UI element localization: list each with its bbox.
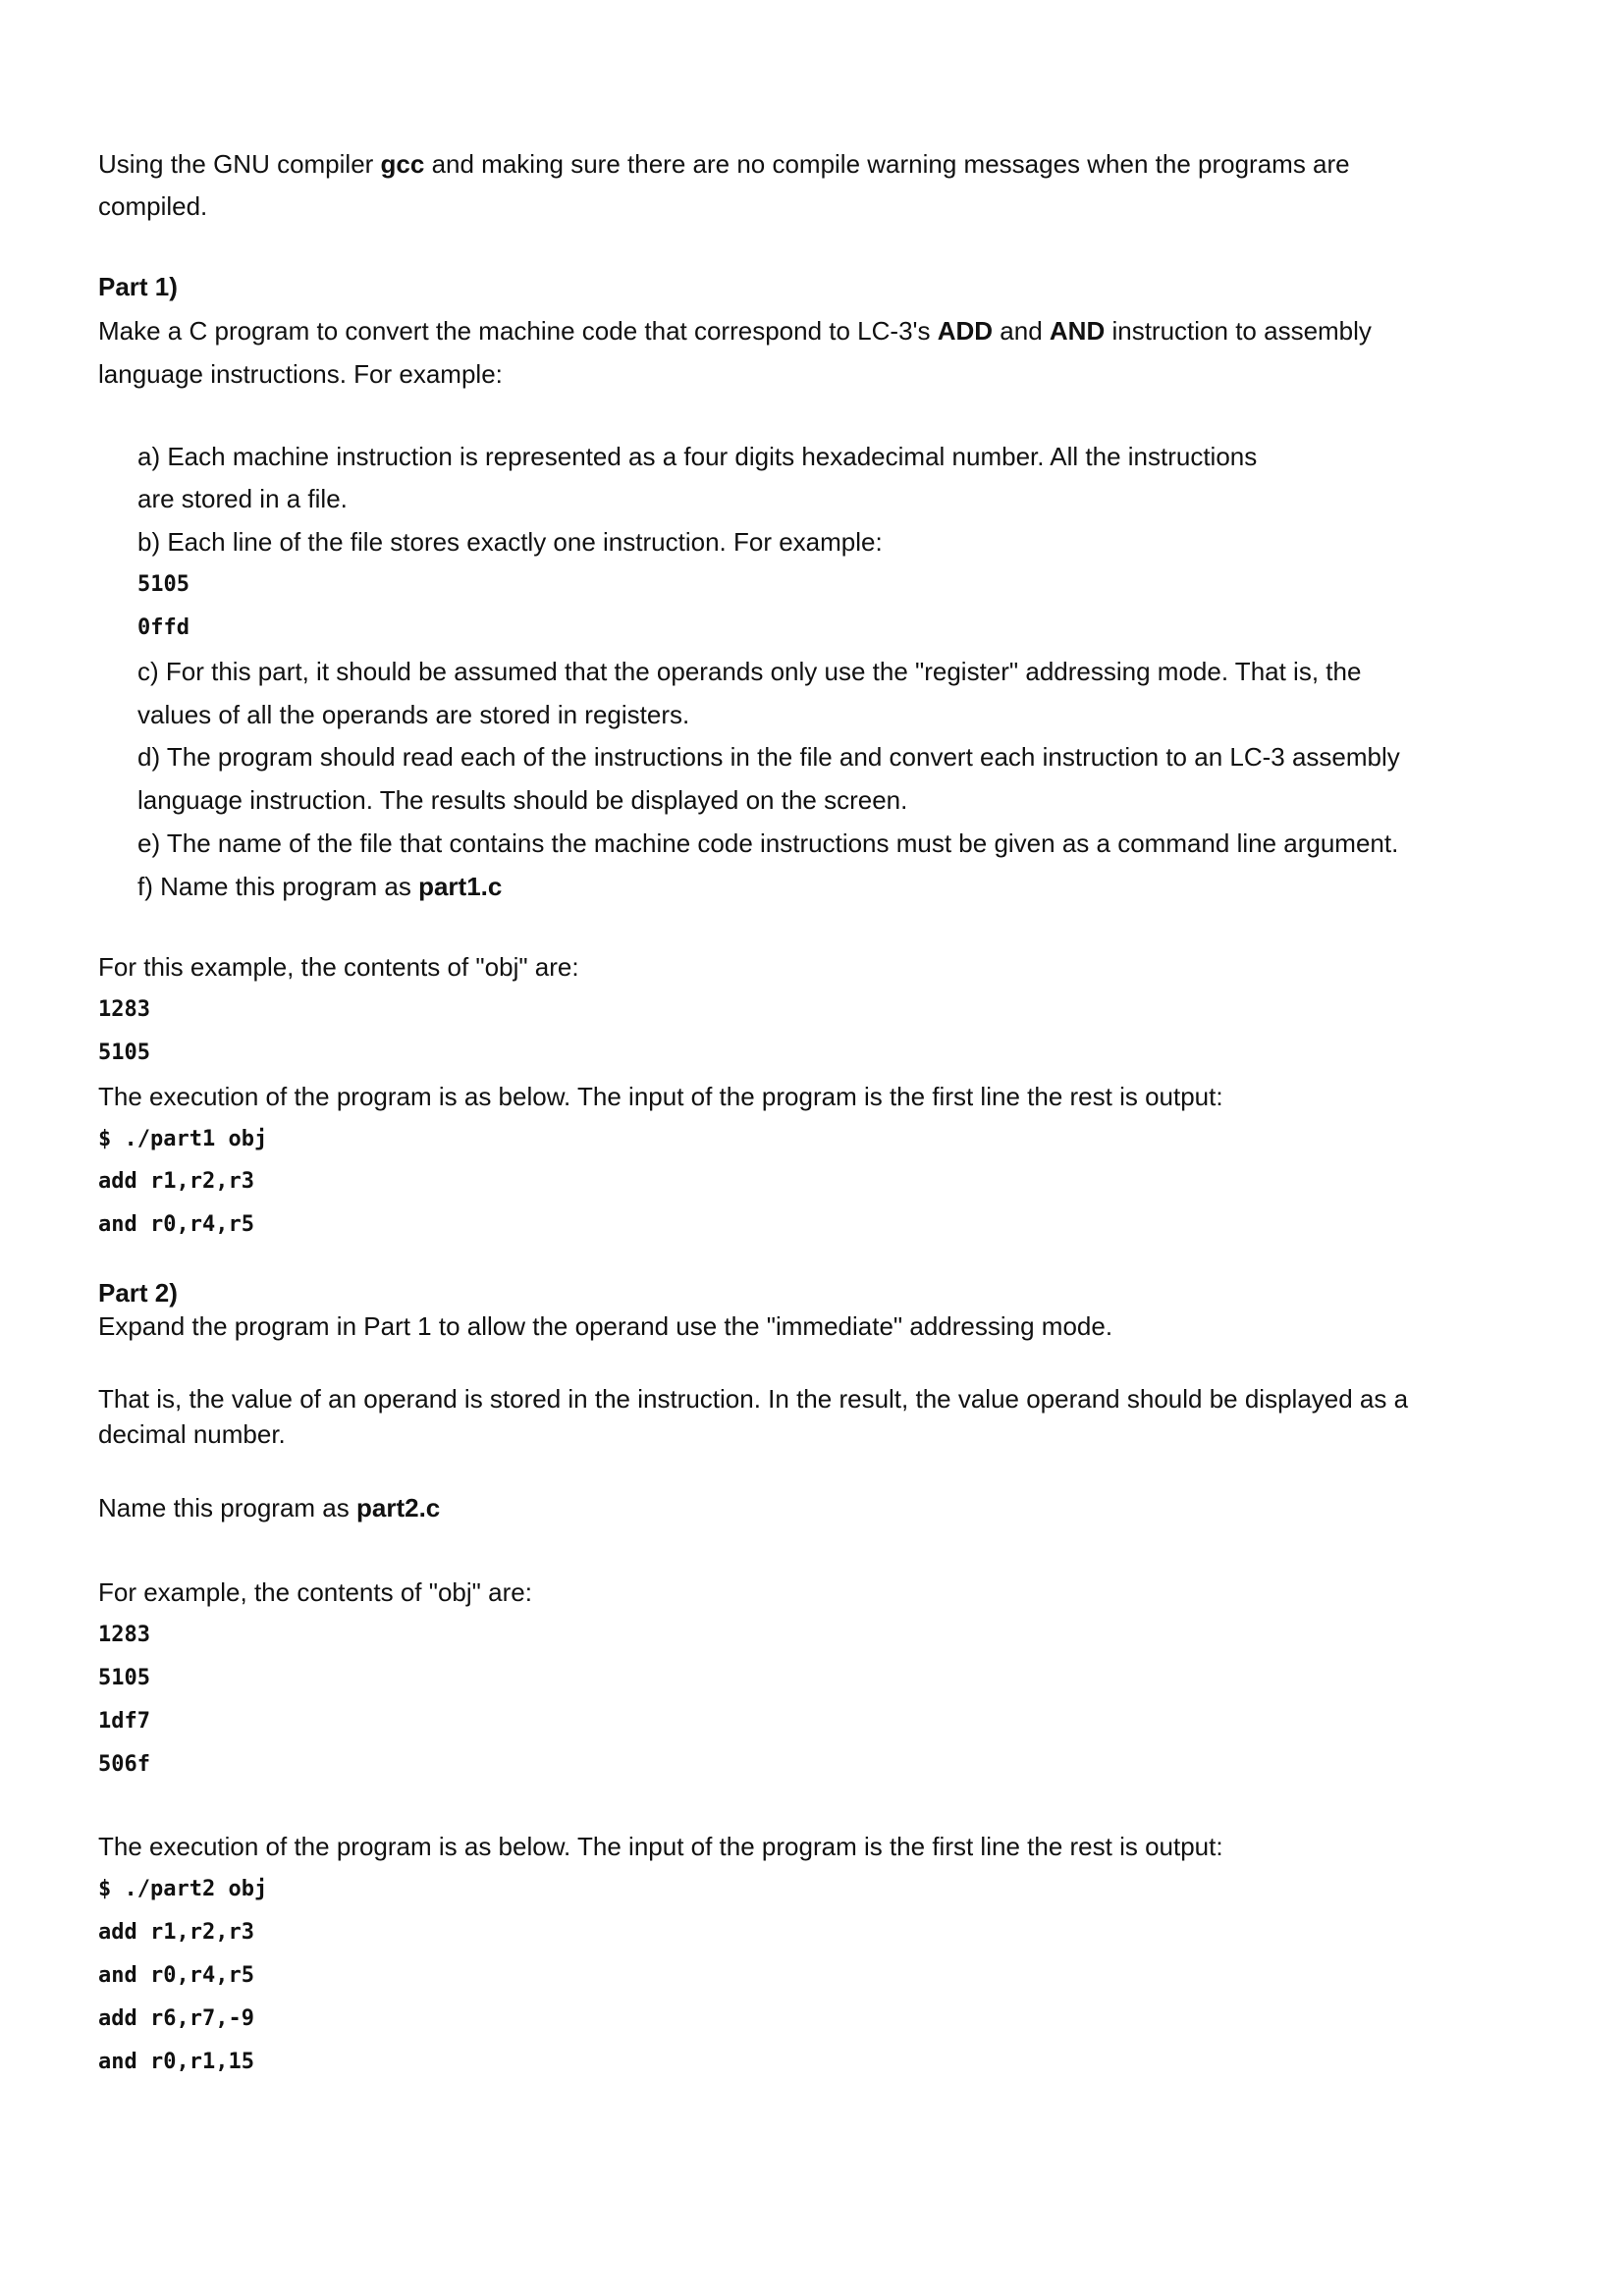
item-a-line-2: are stored in a file. [137,484,348,513]
part2-exec-line-2: add r1,r2,r3 [98,1920,254,1945]
part1-desc-a: Make a C program to convert the machine code that correspond to LC-3's [98,316,938,346]
part2-obj-line-2: 5105 [98,1666,150,1690]
item-d-line-2: language instruction. The results should be displayed on the screen. [137,785,908,815]
part1-exec-line-2: add r1,r2,r3 [98,1169,254,1194]
part2-obj-line-1: 1283 [98,1623,150,1647]
part2-desc-line-3: decimal number. [98,1419,286,1449]
part2-exec-line-3: and r0,r4,r5 [98,1963,254,1988]
part2-exec-line-1: $ ./part2 obj [98,1877,268,1901]
part2-desc-line-1: Expand the program in Part 1 to allow the operand use the "immediate" addressing mode. [98,1311,1113,1341]
intro-text: Using the GNU compiler [98,149,381,179]
part1-desc-e: instruction to assembly [1105,316,1372,346]
part2-heading: Part 2) [98,1278,178,1308]
part1-example-intro: For this example, the contents of "obj" are: [98,952,579,982]
part1-exec-line-1: $ ./part1 obj [98,1127,268,1151]
part2-obj-line-4: 506f [98,1752,150,1777]
and-bold: AND [1049,316,1106,346]
item-f [137,872,502,901]
intro-line-1 [98,149,1350,179]
part1-desc-c: and [993,316,1050,346]
part1-obj-line-2: 5105 [98,1041,150,1065]
part2-exec-line-5: and r0,r1,15 [98,2050,254,2074]
part1-obj-line-1: 1283 [98,997,150,1022]
intro-text-cont: and making sure there are no compile warning messages when the programs are [424,149,1350,179]
part2-desc-line-2: That is, the value of an operand is stored in the instruction. In the result, the value operand should be displayed as a [98,1384,1409,1414]
part2-exec-intro: The execution of the program is as below. The input of the program is the first line the rest is output: [98,1832,1223,1861]
item-b-code-1: 5105 [137,572,189,597]
part1-desc-line-2: language instructions. For example: [98,359,503,389]
item-b: b) Each line of the file stores exactly one instruction. For example: [137,527,883,557]
item-b-code-2: 0ffd [137,615,189,640]
item-a-line-1: a) Each machine instruction is represented as a four digits hexadecimal number. All the instructions [137,442,1258,471]
item-c-line-1: c) For this part, it should be assumed that the operands only use the "register" addressing mode. That is, the [137,657,1362,686]
part1-exec-intro: The execution of the program is as below. The input of the program is the first line the rest is output: [98,1082,1223,1111]
part1-heading: Part 1) [98,272,178,301]
gcc-bold: gcc [380,149,425,179]
part1-filename: part1.c [418,872,503,901]
add-bold: ADD [937,316,994,346]
part1-desc-line-1 [98,316,1372,346]
part2-name-text: Name this program as [98,1493,356,1522]
item-c-line-2: values of all the operands are stored in registers. [137,700,690,729]
part2-filename: part2.c [355,1493,441,1522]
item-e: e) The name of the file that contains the machine code instructions must be given as a command line argument. [137,828,1399,858]
part2-example-intro: For example, the contents of "obj" are: [98,1577,532,1607]
part2-obj-line-3: 1df7 [98,1709,150,1734]
intro-line-2: compiled. [98,191,208,221]
item-d-line-1: d) The program should read each of the instructions in the file and convert each instruction to an LC-3 assembly [137,742,1400,772]
item-f-text: f) Name this program as [137,872,419,901]
part1-exec-line-3: and r0,r4,r5 [98,1212,254,1237]
part2-exec-line-4: add r6,r7,-9 [98,2006,254,2031]
part2-name-line [98,1493,440,1522]
